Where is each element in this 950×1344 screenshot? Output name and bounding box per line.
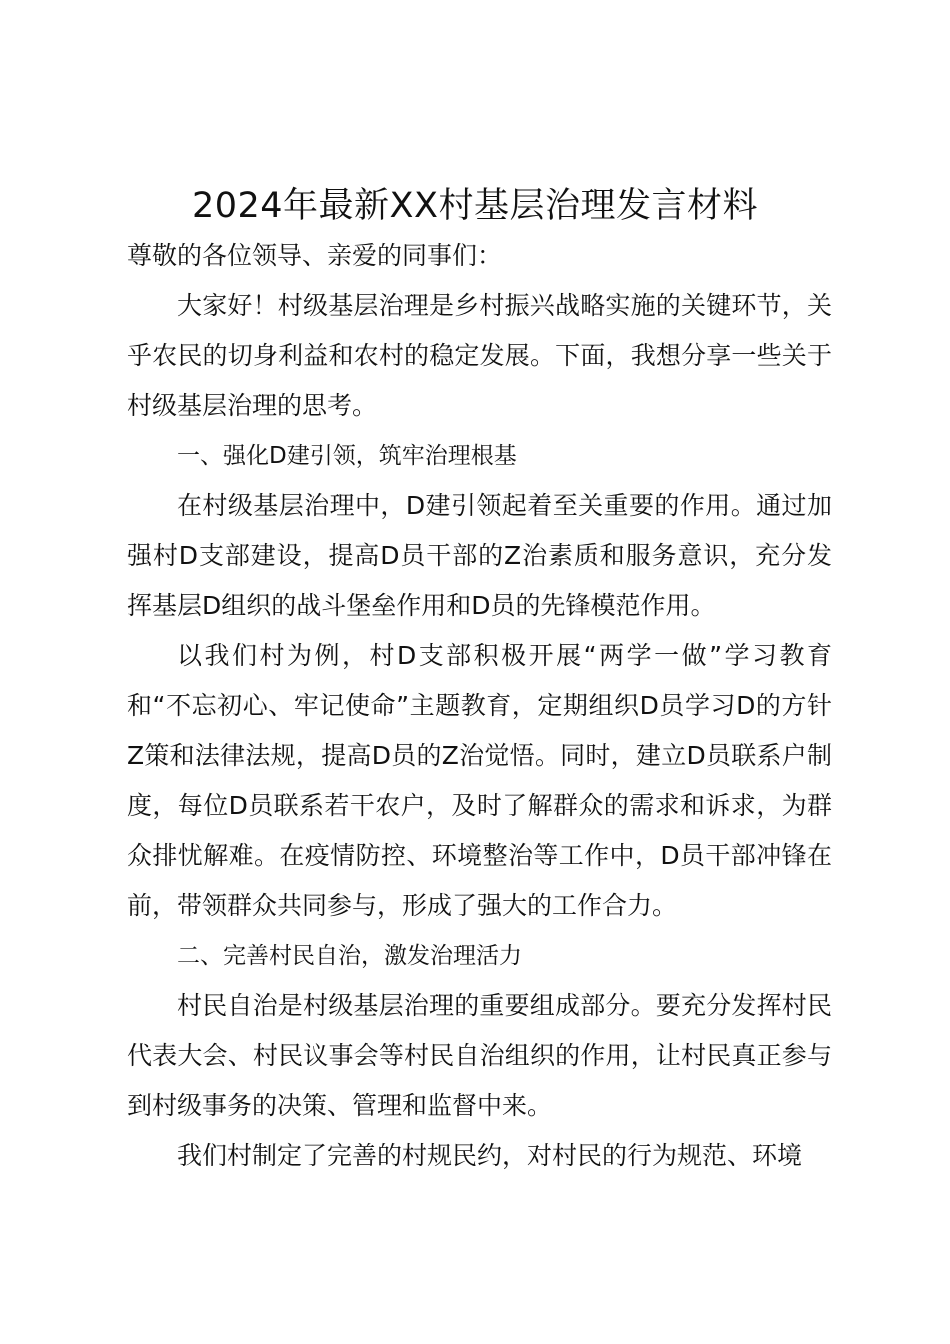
paragraph: 大家好！村级基层治理是乡村振兴战略实施的关键环节，关乎农民的切身利益和农村的稳定发展。下面，我想分享一些关于村级基层治理的思考。 [127, 291, 832, 420]
paragraph: 在村级基层治理中，D建引领起着至关重要的作用。通过加强村D支部建设，提高D员干部的Z治素质和服务意识，充分发挥基层D组织的战斗堡垒作用和D员的先锋模范作用。 [127, 491, 832, 620]
document-body [127, 231, 832, 1181]
document-title: 2024年最新XX村基层治理发言材料 [191, 186, 759, 226]
salutation: 尊敬的各位领导、亲爱的同事们： [127, 241, 503, 270]
paragraph: 以我们村为例，村D支部积极开展“两学一做”学习教育和“不忘初心、牢记使命”主题教育，定期组织D员学习D的方针Z策和法律法规，提高D员的Z治觉悟。同时，建立D员联系户制度，每位D员联系若干农户，及时了解群众的需求和诉求，为群众排忧解难。在疫情防控、环境整治等工作中，D员干部冲锋在前，带领群众共同参与，形成了强大的工作合力。 [127, 641, 832, 920]
paragraph: 我们村制定了完善的村规民约，对村民的行为规范、环境 [177, 1141, 803, 1170]
paragraph: 村民自治是村级基层治理的重要组成部分。要充分发挥村民代表大会、村民议事会等村民自治组织的作用，让村民真正参与到村级事务的决策、管理和监督中来。 [127, 991, 832, 1120]
section-heading: 二、完善村民自治，激发治理活力 [177, 943, 522, 969]
section-heading: 一、强化D建引领，筑牢治理根基 [177, 443, 517, 469]
